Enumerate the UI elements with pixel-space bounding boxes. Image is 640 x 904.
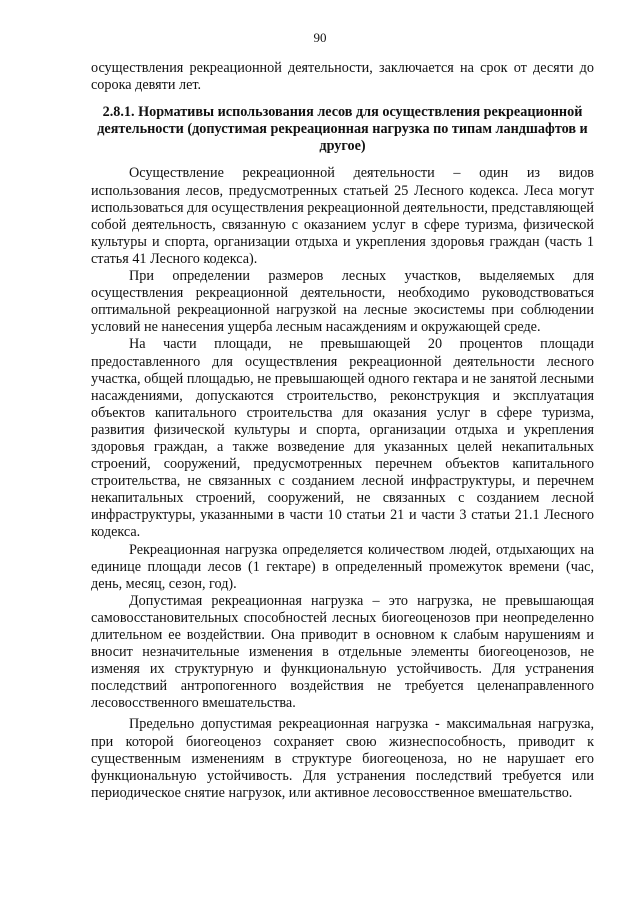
paragraph-plot-sizes: При определении размеров лесных участков, выделяемых для осуществления рекреационной деятельности, необходимо руководствоваться оптимальной рекреационной нагрузкой на лесные экосистемы при соблюдении условий не нанесения ущерба лесным насаждениям и окружающей среде. [91, 268, 594, 336]
document-body [91, 60, 594, 802]
paragraph-construction-limits: На части площади, не превышающей 20 процентов площади предоставленного для осуществления рекреационной деятельности лесного участка, общей площадью, не превышающей одного гектара и не занятой лесными насаждениями, допускаются строительство, реконструкция и эксплуатация объектов капитального строительства для оказания услуг в сфере туризма, развития физической культуры и спорта, организации отдыха и укрепления здоровья граждан, а также возведение для указанных целей некапитальных строений, сооружений, предусмотренных перечнем объектов капитального строительства, не связанных с созданием лесной инфраструктуры, и перечнем некапитальных строений, сооружений, не связанных с созданием лесной инфраструктуры, указанными в части 10 статьи 21 и части 3 статьи 21.1 Лесного кодекса. [91, 336, 594, 541]
opening-paragraph: осуществления рекреационной деятельности, заключается на срок от десяти до сорока девяти лет. [91, 60, 594, 94]
paragraph-permissible-load: Допустимая рекреационная нагрузка – это нагрузка, не превышающая самовосстановительных способностей лесных биогеоценозов при неопределенно длительном ее воздействии. Она приводит в основном к слабым нарушениям и вносит незначительные изменения в отдельные элементы биогеоценозов, не изменяя их структурную и функциональную устойчивость. Для устранения последствий антропогенного воздействия не требуется целенаправленного лесовосственного вмешательства. [91, 592, 594, 712]
page-number: 90 [313, 30, 327, 45]
paragraph-recreation-definition: Осуществление рекреационной деятельности – один из видов использования лесов, предусмотренных статьей 25 Лесного кодекса. Леса могут использоваться для осуществления рекреационной деятельности, представляющей собой деятельность, связанную с оказанием услуг в сфере туризма, физической культуры и спорта, организации отдыха и укрепления здоровья граждан (часть 1 статья 41 Лесного кодекса). [91, 165, 594, 267]
paragraph-recreational-load: Рекреационная нагрузка определяется количеством людей, отдыхающих на единице площади лесов (1 гектаре) в определенный промежуток времени (час, день, месяц, сезон, год). [91, 541, 594, 592]
section-heading: 2.8.1. Нормативы использования лесов для осуществления рекреационной деятельности (допустимая рекреационная нагрузка по типам ландшафтов и другое) [97, 104, 588, 155]
paragraph-maximum-load: Предельно допустимая рекреационная нагрузка - максимальная нагрузка, при которой биогеоценоз сохраняет свою жизнеспособность, приводит к существенным изменениям в структуре биогеоценоза, но не нарушает его функциональную устойчивость. Для устранения последствий требуется или периодическое снятие нагрузок, или активное лесовосственное вмешательство. [91, 716, 594, 801]
